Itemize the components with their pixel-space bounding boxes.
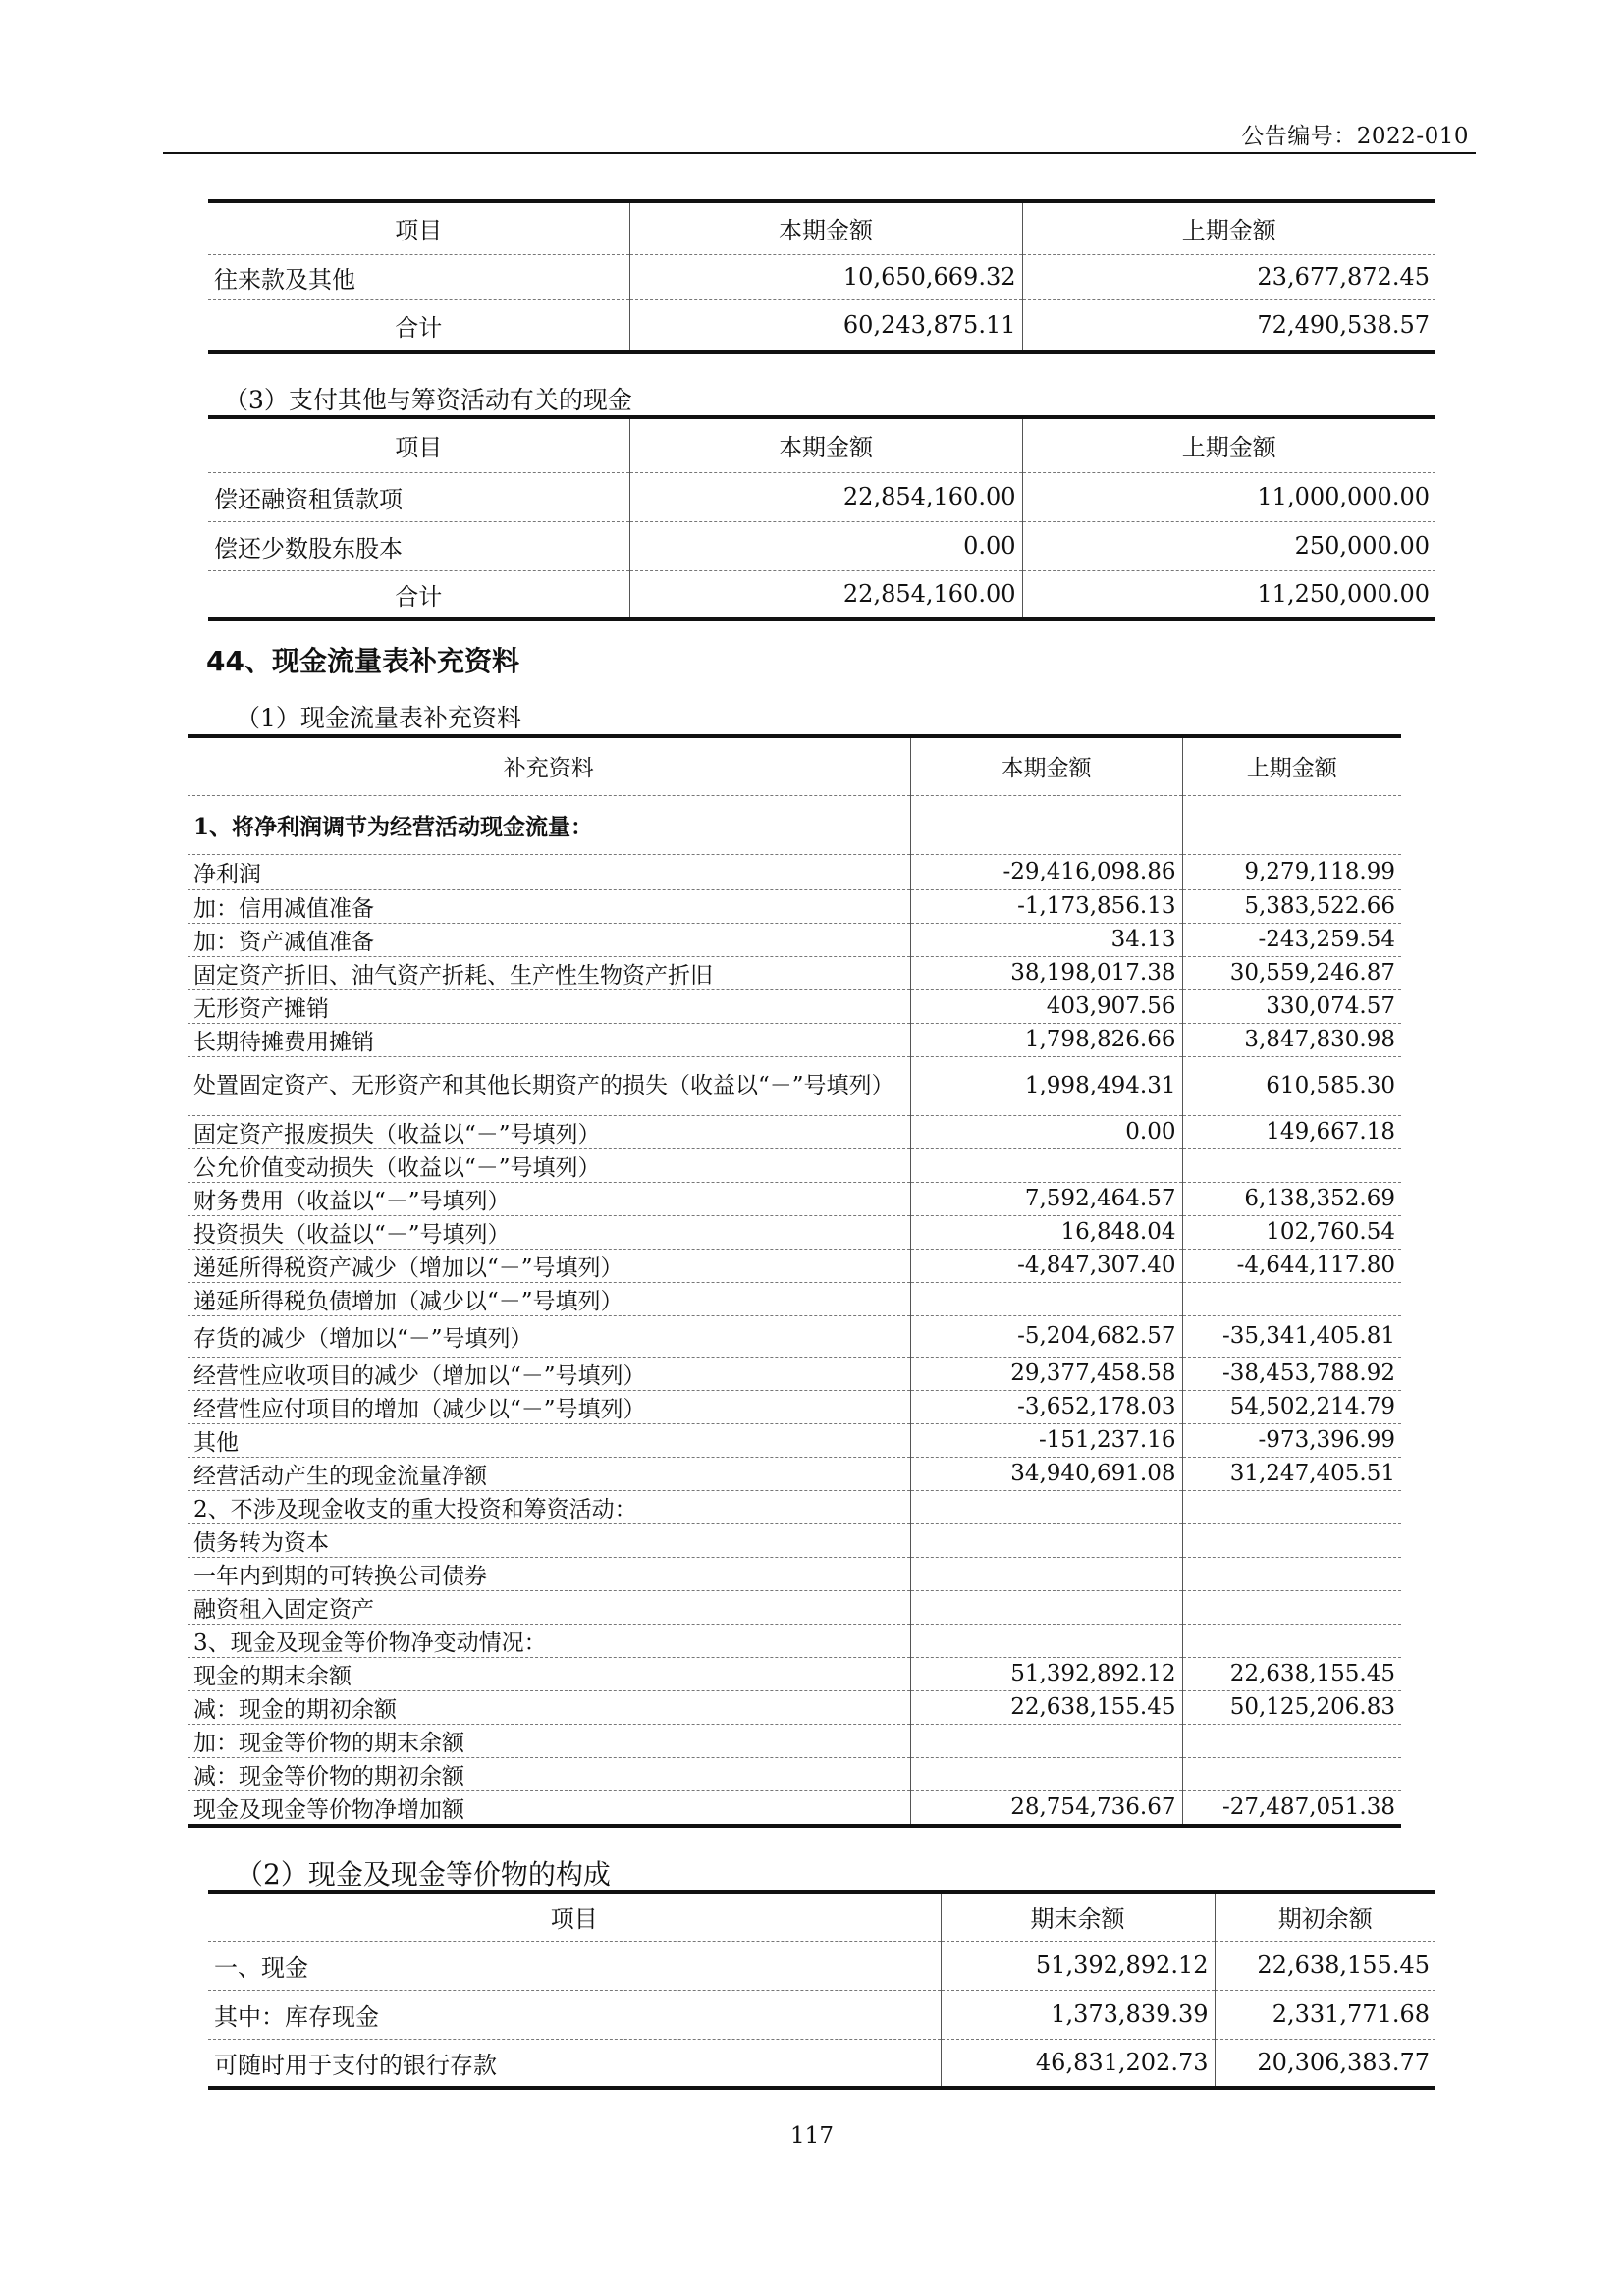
row-current: 38,198,017.38 (910, 956, 1182, 989)
row-item: 一、现金 (208, 1941, 941, 1990)
row-prior: 9,279,118.99 (1182, 854, 1401, 889)
table-other-cash-continued (208, 199, 1435, 354)
row-current (910, 1590, 1182, 1624)
table-row (188, 1056, 1401, 1115)
table-row (188, 1657, 1401, 1690)
row-item: 无形资产摊销 (188, 989, 910, 1023)
page-number: 117 (790, 2123, 834, 2149)
row-prior: 11,000,000.00 (1022, 472, 1435, 521)
row-prior: -38,453,788.92 (1182, 1357, 1401, 1390)
table-row-total (208, 570, 1435, 619)
header-item: 项目 (208, 1892, 941, 1941)
row-prior (1182, 1557, 1401, 1590)
table-row (188, 1590, 1401, 1624)
header-current: 本期金额 (629, 201, 1022, 254)
row-item: 加：现金等价物的期末余额 (188, 1724, 910, 1757)
table-row (188, 1557, 1401, 1590)
row-current: 51,392,892.12 (941, 1941, 1215, 1990)
row-prior: 11,250,000.00 (1022, 570, 1435, 619)
row-current (910, 1282, 1182, 1315)
row-item: 其中：库存现金 (208, 1990, 941, 2039)
row-item: 减：现金的期初余额 (188, 1690, 910, 1724)
table-header-row (208, 1892, 1435, 1941)
table-row (208, 1990, 1435, 2039)
row-prior: -35,341,405.81 (1182, 1315, 1401, 1357)
row-prior: -27,487,051.38 (1182, 1790, 1401, 1826)
row-item: 3、现金及现金等价物净变动情况： (188, 1624, 910, 1657)
row-item: 现金的期末余额 (188, 1657, 910, 1690)
table-row (188, 1724, 1401, 1757)
table-row (208, 254, 1435, 299)
row-prior: 72,490,538.57 (1022, 299, 1435, 352)
row-prior (1182, 795, 1401, 854)
row-prior: -243,259.54 (1182, 923, 1401, 956)
row-item: 投资损失（收益以“－”号填列） (188, 1215, 910, 1249)
row-prior: 250,000.00 (1022, 521, 1435, 570)
table-row (208, 1941, 1435, 1990)
row-current (910, 1724, 1182, 1757)
row-current (910, 1757, 1182, 1790)
header-item: 项目 (208, 201, 629, 254)
row-current: 7,592,464.57 (910, 1182, 1182, 1215)
section-3-title: （3）支付其他与筹资活动有关的现金 (224, 386, 632, 414)
table-row-total (208, 299, 1435, 352)
row-current: 60,243,875.11 (629, 299, 1022, 352)
table-row (188, 1457, 1401, 1490)
row-current: 0.00 (910, 1115, 1182, 1148)
row-item: 经营活动产生的现金流量净额 (188, 1457, 910, 1490)
header-item: 项目 (208, 417, 629, 472)
row-current: 1,998,494.31 (910, 1056, 1182, 1115)
row-prior: 23,677,872.45 (1022, 254, 1435, 299)
row-prior: 50,125,206.83 (1182, 1690, 1401, 1724)
row-item: 公允价值变动损失（收益以“－”号填列） (188, 1148, 910, 1182)
row-item: 偿还少数股东股本 (208, 521, 629, 570)
row-prior (1182, 1590, 1401, 1624)
table-cash-equivalents (208, 1890, 1435, 2090)
table-row (188, 923, 1401, 956)
row-current: 0.00 (629, 521, 1022, 570)
row-item: 经营性应付项目的增加（减少以“－”号填列） (188, 1390, 910, 1423)
row-item: 固定资产报废损失（收益以“－”号填列） (188, 1115, 910, 1148)
row-prior (1182, 1757, 1401, 1790)
row-prior: 30,559,246.87 (1182, 956, 1401, 989)
table-row (188, 1690, 1401, 1724)
row-current (910, 1523, 1182, 1557)
row-item: 2、不涉及现金收支的重大投资和筹资活动： (188, 1490, 910, 1523)
section-44-heading: 44、现金流量表补充资料 (206, 645, 519, 677)
table-row (188, 1249, 1401, 1282)
row-prior: 3,847,830.98 (1182, 1023, 1401, 1056)
table-row (188, 1790, 1401, 1826)
table-financing-cash-paid (208, 415, 1435, 621)
table-row (188, 1023, 1401, 1056)
table-row (188, 1390, 1401, 1423)
row-current: -5,204,682.57 (910, 1315, 1182, 1357)
row-item: 净利润 (188, 854, 910, 889)
table-cash-flow-supplement (188, 734, 1401, 1828)
row-prior: 54,502,214.79 (1182, 1390, 1401, 1423)
row-prior: -973,396.99 (1182, 1423, 1401, 1457)
table-row (188, 1523, 1401, 1557)
row-current: 46,831,202.73 (941, 2039, 1215, 2088)
row-current: -4,847,307.40 (910, 1249, 1182, 1282)
row-prior: 330,074.57 (1182, 989, 1401, 1023)
row-current: 10,650,669.32 (629, 254, 1022, 299)
table-row (188, 1757, 1401, 1790)
row-current: -3,652,178.03 (910, 1390, 1182, 1423)
row-prior: 22,638,155.45 (1215, 1941, 1435, 1990)
row-prior: 2,331,771.68 (1215, 1990, 1435, 2039)
table-row (188, 854, 1401, 889)
row-prior (1182, 1624, 1401, 1657)
row-item: 财务费用（收益以“－”号填列） (188, 1182, 910, 1215)
row-prior: 610,585.30 (1182, 1056, 1401, 1115)
header-current: 期末余额 (941, 1892, 1215, 1941)
row-current (910, 1148, 1182, 1182)
row-prior: -4,644,117.80 (1182, 1249, 1401, 1282)
table-row (188, 1423, 1401, 1457)
table-row (188, 1282, 1401, 1315)
row-item: 加：资产减值准备 (188, 923, 910, 956)
header-prior: 上期金额 (1022, 417, 1435, 472)
header-current: 本期金额 (910, 736, 1182, 795)
row-item: 存货的减少（增加以“－”号填列） (188, 1315, 910, 1357)
row-prior: 22,638,155.45 (1182, 1657, 1401, 1690)
header-current: 本期金额 (629, 417, 1022, 472)
table-header-row (208, 201, 1435, 254)
row-prior: 31,247,405.51 (1182, 1457, 1401, 1490)
row-item: 现金及现金等价物净增加额 (193, 1796, 464, 1823)
row-prior: 149,667.18 (1182, 1115, 1401, 1148)
row-current (910, 1490, 1182, 1523)
table-row (188, 1315, 1401, 1357)
row-current: -29,416,098.86 (910, 854, 1182, 889)
table-row (188, 1148, 1401, 1182)
table-row (188, 1215, 1401, 1249)
row-current: 51,392,892.12 (910, 1657, 1182, 1690)
table-row (208, 2039, 1435, 2088)
row-item: 可随时用于支付的银行存款 (214, 2051, 497, 2079)
row-current: 22,638,155.45 (910, 1690, 1182, 1724)
row-item: 合计 (395, 313, 443, 342)
row-item: 处置固定资产、无形资产和其他长期资产的损失（收益以“－”号填列） (188, 1056, 910, 1115)
row-current: 28,754,736.67 (910, 1790, 1182, 1826)
row-current: 1,373,839.39 (941, 1990, 1215, 2039)
table-row (208, 521, 1435, 570)
table-row (188, 1115, 1401, 1148)
row-item: 偿还融资租赁款项 (208, 472, 629, 521)
row-current: -151,237.16 (910, 1423, 1182, 1457)
row-item: 固定资产折旧、油气资产折耗、生产性生物资产折旧 (188, 956, 910, 989)
row-prior (1182, 1282, 1401, 1315)
section-44-sub1-title: （1）现金流量表补充资料 (236, 704, 521, 732)
row-current: 22,854,160.00 (629, 570, 1022, 619)
section-44-sub2-title: （2）现金及现金等价物的构成 (236, 1858, 611, 1891)
row-item: 合计 (395, 582, 443, 611)
row-item: 长期待摊费用摊销 (188, 1023, 910, 1056)
row-item: 其他 (188, 1423, 910, 1457)
header-prior: 上期金额 (1022, 201, 1435, 254)
header-prior: 上期金额 (1182, 736, 1401, 795)
row-current: 1,798,826.66 (910, 1023, 1182, 1056)
row-prior (1182, 1148, 1401, 1182)
row-current: 403,907.56 (910, 989, 1182, 1023)
table-row (208, 472, 1435, 521)
row-current: 16,848.04 (910, 1215, 1182, 1249)
row-item: 往来款及其他 (208, 254, 629, 299)
row-current: 29,377,458.58 (910, 1357, 1182, 1390)
table-header-row (208, 417, 1435, 472)
row-item: 一年内到期的可转换公司债券 (188, 1557, 910, 1590)
announcement-number: 公告编号：2022-010 (1241, 124, 1469, 149)
table-row (188, 1624, 1401, 1657)
table-row (188, 956, 1401, 989)
header-item: 补充资料 (188, 736, 910, 795)
row-current: -1,173,856.13 (910, 889, 1182, 923)
row-item: 1、将净利润调节为经营活动现金流量： (188, 795, 910, 854)
row-item: 递延所得税资产减少（增加以“－”号填列） (188, 1249, 910, 1282)
row-current (910, 1624, 1182, 1657)
row-current: 34.13 (910, 923, 1182, 956)
row-prior (1182, 1490, 1401, 1523)
table-row (188, 1182, 1401, 1215)
row-prior: 20,306,383.77 (1215, 2039, 1435, 2088)
row-item: 递延所得税负债增加（减少以“－”号填列） (188, 1282, 910, 1315)
row-item: 减：现金等价物的期初余额 (188, 1757, 910, 1790)
row-current (910, 1557, 1182, 1590)
row-prior: 6,138,352.69 (1182, 1182, 1401, 1215)
row-item: 加：信用减值准备 (188, 889, 910, 923)
row-item: 经营性应收项目的减少（增加以“－”号填列） (188, 1357, 910, 1390)
table-row (188, 795, 1401, 854)
row-prior: 102,760.54 (1182, 1215, 1401, 1249)
table-header-row (188, 736, 1401, 795)
table-row (188, 1357, 1401, 1390)
row-prior: 5,383,522.66 (1182, 889, 1401, 923)
row-item: 融资租入固定资产 (188, 1590, 910, 1624)
row-current (910, 795, 1182, 854)
table-row (188, 1490, 1401, 1523)
table-row (188, 989, 1401, 1023)
row-item: 债务转为资本 (188, 1523, 910, 1557)
row-current: 22,854,160.00 (629, 472, 1022, 521)
row-prior (1182, 1523, 1401, 1557)
row-current: 34,940,691.08 (910, 1457, 1182, 1490)
row-prior (1182, 1724, 1401, 1757)
header-prior: 期初余额 (1215, 1892, 1435, 1941)
table-row (188, 889, 1401, 923)
header-divider (163, 152, 1476, 154)
